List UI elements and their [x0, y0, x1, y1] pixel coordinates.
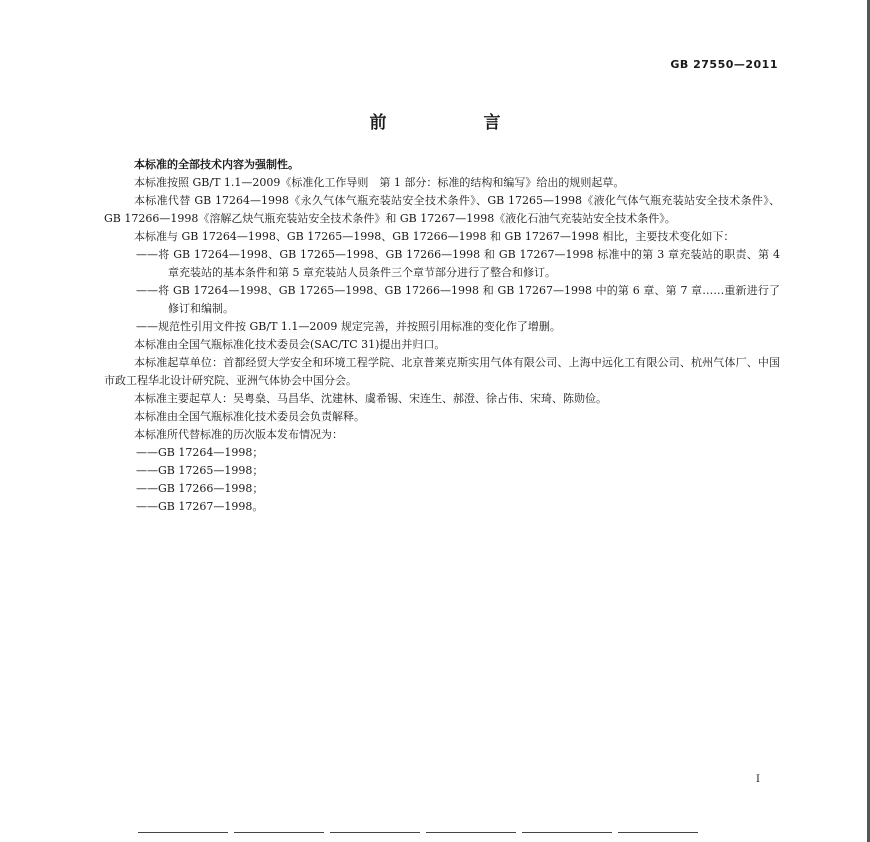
- change-item: ——规范性引用文件按 GB/T 1.1—2009 规定完善，并按照引用标准的变化作了增删。: [136, 320, 561, 333]
- bottom-rule: [138, 832, 698, 833]
- paragraph-drafting-rules: 本标准按照 GB/T 1.1—2009《标准化工作导则 第 1 部分：标准的结构和编写》给出的规则起草。: [134, 176, 625, 189]
- paragraph-drafting-units: 本标准起草单位：首都经贸大学安全和环境工程学院、北京普莱克斯实用气体有限公司、上海中远化工有限公司、杭州气体厂、中国市政工程华北设计研究院、亚洲气体协会中国分会。: [104, 356, 780, 387]
- change-item: ——将 GB 17264—1998、GB 17265—1998、GB 17266—1998 和 GB 17267—1998 标准中的第 3 章充装站的职责、第 4 章充装站的基本条件和第 5 章充装站人员条件三个章节部分进行了整合和修订。: [136, 248, 780, 279]
- history-item: ——GB 17267—1998。: [136, 500, 264, 513]
- history-item: ——GB 17266—1998；: [136, 482, 264, 495]
- change-item: ——将 GB 17264—1998、GB 17265—1998、GB 17266—1998 和 GB 17267—1998 中的第 6 章、第 7 章……重新进行了修订和编制。: [136, 284, 780, 315]
- paragraph-mandatory: 本标准的全部技术内容为强制性。: [134, 158, 299, 171]
- paragraph-replaces: 本标准代替 GB 17264—1998《永久气体气瓶充装站安全技术条件》、GB 17265—1998《液化气体气瓶充装站安全技术条件》、GB 17266—1998《溶解乙炔气瓶充装站安全技术条件》和 GB 17267—1998《液化石油气充装站安全技术条件》。: [104, 194, 780, 225]
- page-title: 前 言: [369, 113, 541, 133]
- paragraph-proposed-by: 本标准由全国气瓶标准化技术委员会(SAC/TC 31)提出并归口。: [134, 338, 446, 351]
- foreword-body: [104, 156, 780, 516]
- standard-code: GB 27550—2011: [670, 58, 778, 71]
- history-item: ——GB 17264—1998；: [136, 446, 264, 459]
- paragraph-changes-intro: 本标准与 GB 17264—1998、GB 17265—1998、GB 17266—1998 和 GB 17267—1998 相比，主要技术变化如下：: [134, 230, 735, 243]
- history-item: ——GB 17265—1998；: [136, 464, 264, 477]
- paragraph-interpretation: 本标准由全国气瓶标准化技术委员会负责解释。: [134, 410, 365, 423]
- page-number: I: [756, 774, 760, 785]
- paragraph-history-intro: 本标准所代替标准的历次版本发布情况为：: [134, 428, 343, 441]
- paragraph-drafters: 本标准主要起草人：吴粤燊、马昌华、沈建林、虞希锡、宋连生、郝澄、徐占伟、宋琦、陈勋俭。: [134, 392, 607, 405]
